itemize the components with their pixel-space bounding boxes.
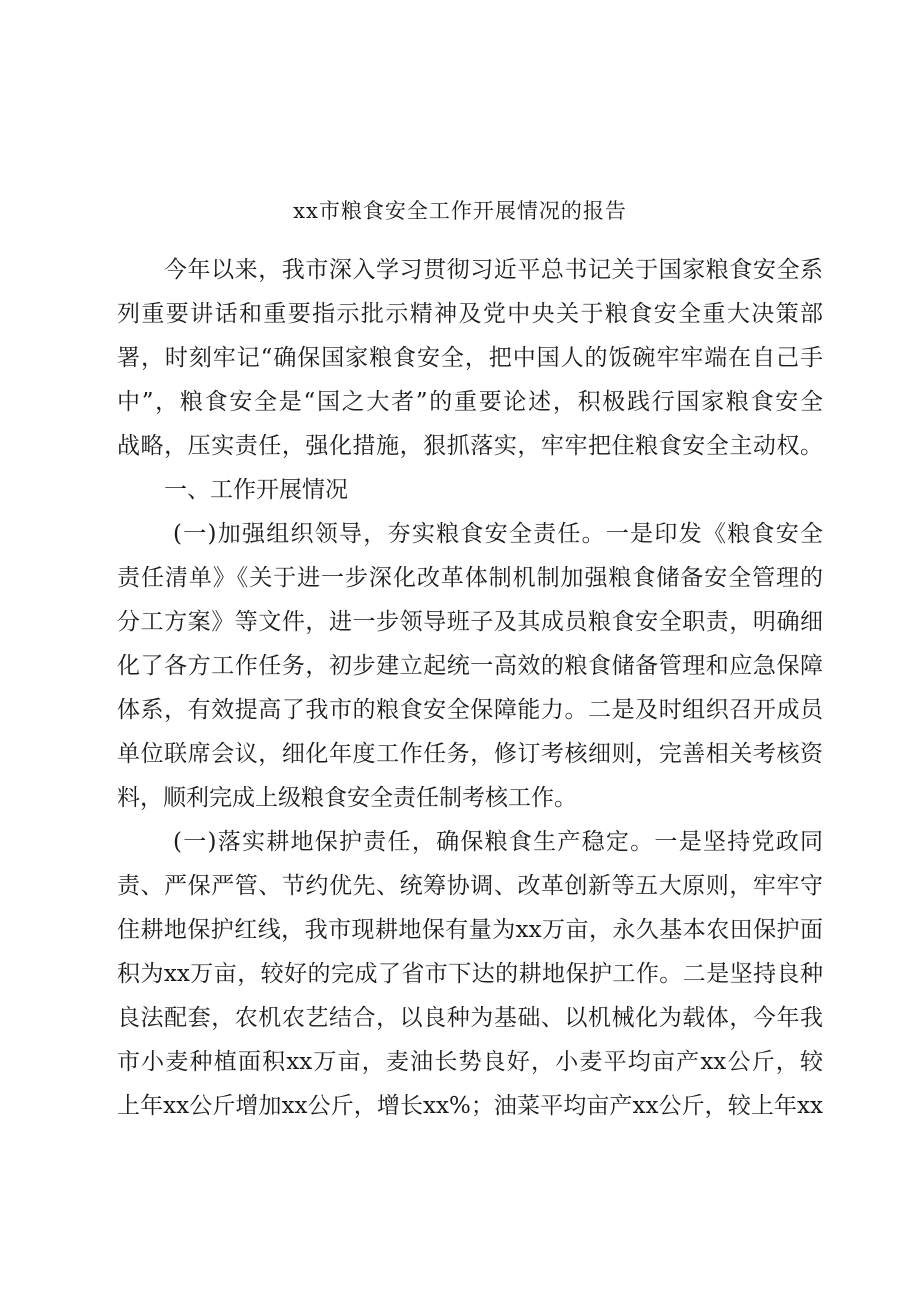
paragraph-line: (一)加强组织领导，夯实粮食安全责任。一是印发《粮食安全 bbox=[173, 521, 823, 547]
paragraph-line: 市小麦种植面积xx万亩，麦油长势良好，小麦平均亩产xx公斤，较 bbox=[117, 1049, 823, 1075]
paragraph-line: 住耕地保护红线，我市现耕地保有量为xx万亩，永久基本农田保护面 bbox=[117, 917, 823, 943]
paragraph-line: 责、严保严管、节约优先、统筹协调、改革创新等五大原则，牢牢守 bbox=[117, 873, 823, 899]
paragraph-line: 署，时刻牢记“确保国家粮食安全，把中国人的饭碗牢牢端在自己手 bbox=[117, 345, 823, 371]
paragraph-line: 列重要讲话和重要指示批示精神及党中央关于粮食安全重大决策部 bbox=[117, 301, 823, 327]
paragraph-line: 分工方案》等文件，进一步领导班子及其成员粮食安全职责，明确细 bbox=[117, 609, 823, 635]
paragraph-line: 化了各方工作任务，初步建立起统一高效的粮食储备管理和应急保障 bbox=[117, 653, 823, 679]
section-heading: 一、工作开展情况 bbox=[164, 477, 348, 503]
paragraph-line: (一)落实耕地保护责任，确保粮食生产稳定。一是坚持党政同 bbox=[173, 829, 823, 855]
paragraph-line: 上年xx公斤增加xx公斤，增长xx%；油菜平均亩产xx公斤，较上年xx bbox=[117, 1093, 823, 1119]
paragraph-line: 良法配套，农机农艺结合，以良种为基础、以机械化为载体，今年我 bbox=[117, 1005, 823, 1031]
paragraph-line: 体系，有效提高了我市的粮食安全保障能力。二是及时组织召开成员 bbox=[117, 697, 823, 723]
paragraph-line: 料，顺利完成上级粮食安全责任制考核工作。 bbox=[117, 785, 577, 811]
paragraph-line: 积为xx万亩，较好的完成了省市下达的耕地保护工作。二是坚持良种 bbox=[117, 961, 823, 987]
paragraph-line: 战略，压实责任，强化措施，狠抓落实，牢牢把住粮食安全主动权。 bbox=[117, 433, 823, 459]
paragraph-line: 今年以来，我市深入学习贯彻习近平总书记关于国家粮食安全系 bbox=[164, 257, 823, 283]
document-title: xx市粮食安全工作开展情况的报告 bbox=[293, 199, 627, 223]
paragraph-line: 单位联席会议，细化年度工作任务，修订考核细则，完善相关考核资 bbox=[117, 741, 823, 767]
paragraph-line: 责任清单》《关于进一步深化改革体制机制加强粮食储备安全管理的 bbox=[117, 565, 823, 591]
paragraph-line: 中”，粮食安全是“国之大者”的重要论述，积极践行国家粮食安全 bbox=[117, 389, 823, 415]
